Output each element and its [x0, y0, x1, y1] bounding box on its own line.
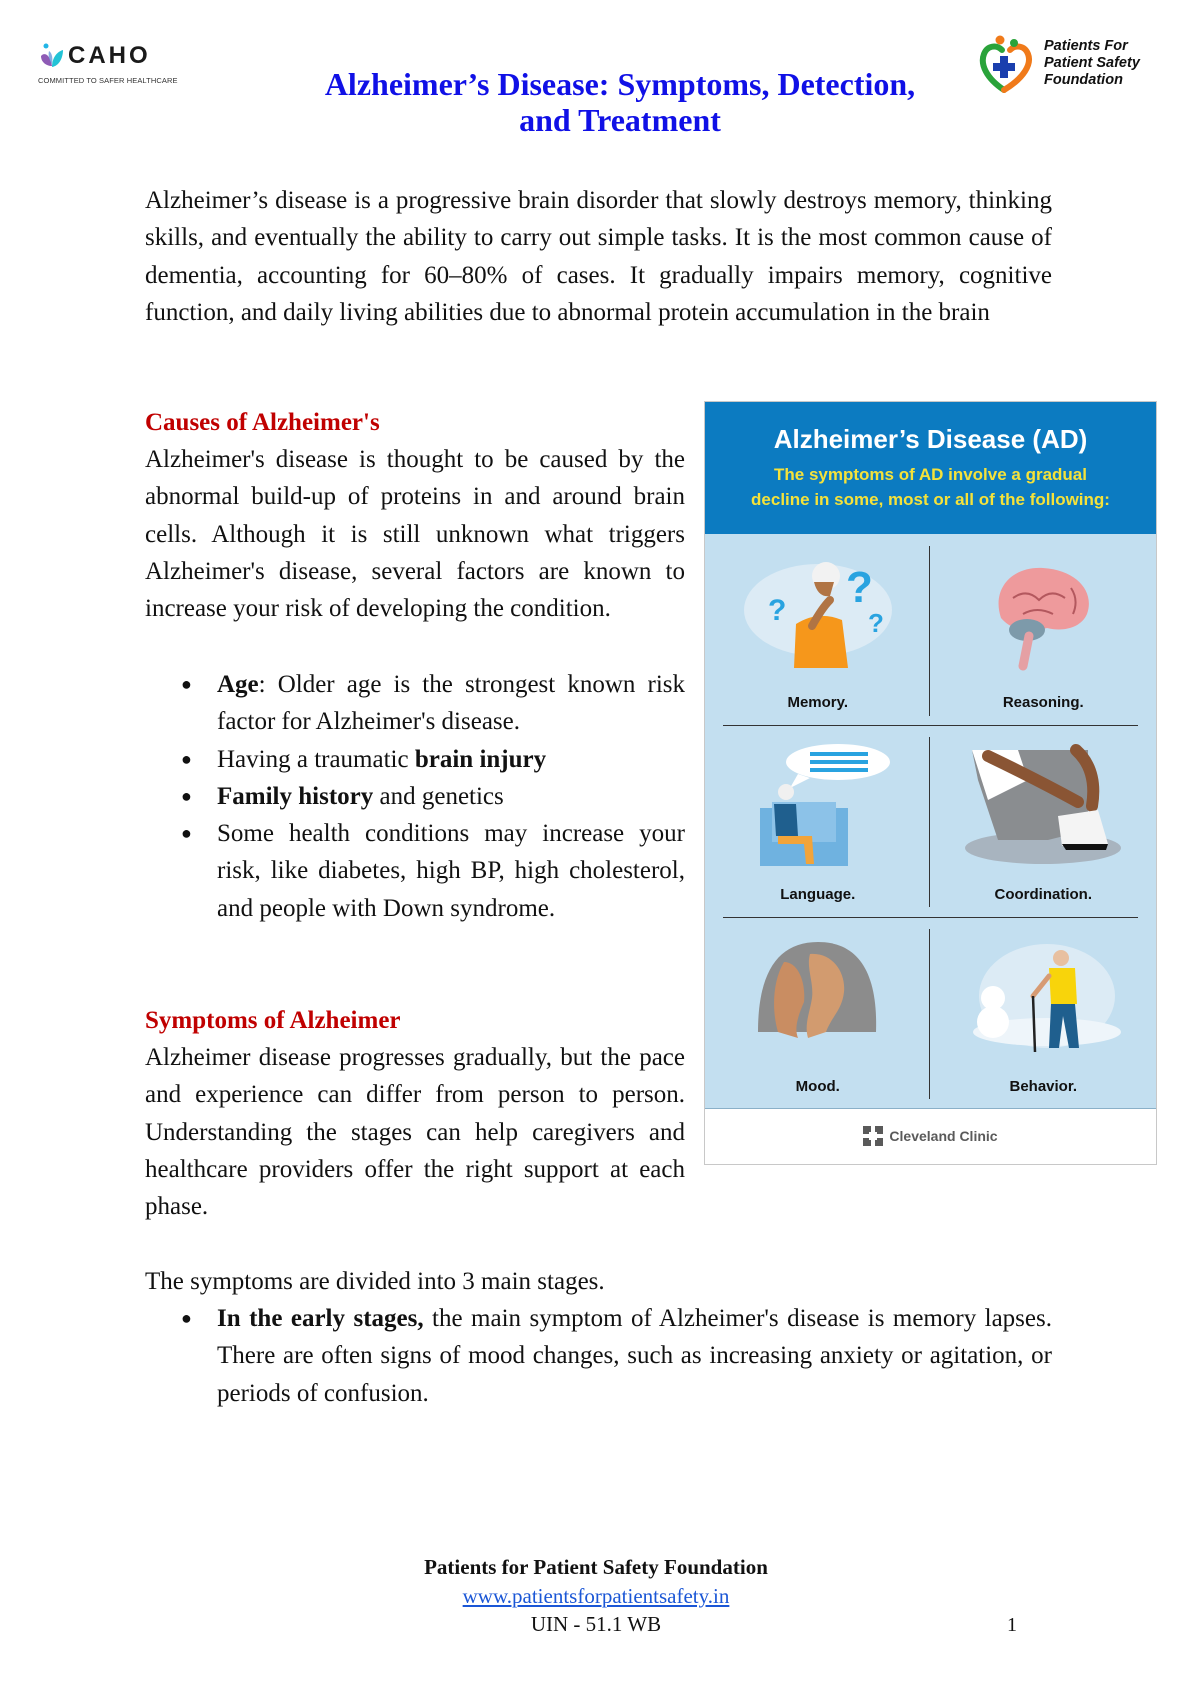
caho-wordmark: CAHO	[68, 42, 151, 69]
title-line-2: and Treatment	[519, 102, 721, 138]
thinking-person-icon	[738, 548, 898, 678]
infographic-subtitle: The symptoms of AD involve a gradual decline in some, most or all of the following:	[751, 465, 1110, 509]
two-faces-icon	[748, 932, 888, 1062]
speech-bubble-person-icon	[738, 740, 898, 870]
stages-list	[145, 1300, 1052, 1412]
caho-tagline: COMMITTED TO SAFER HEALTHCARE	[38, 76, 178, 85]
elderly-walking-cane-icon	[963, 932, 1123, 1062]
symptoms-paragraph: Alzheimer disease progresses gradually, but the pace and experience can differ from person to person. Understanding the stages can help caregivers and healthcare providers offer the right support at each phase.	[145, 1044, 685, 1221]
svg-text:?: ?	[767, 594, 787, 627]
symptom-label: Reasoning.	[1002, 694, 1084, 711]
ppsf-logo	[978, 30, 1178, 100]
title-line-1: Alzheimer’s Disease: Symptoms, Detection,	[324, 66, 916, 102]
footer-uin: UIN - 51.1 WB	[530, 1612, 662, 1636]
page-title	[250, 66, 990, 138]
footer-org: Patients for Patient Safety Foundation	[424, 1555, 768, 1579]
page-number: 1	[1007, 1614, 1017, 1636]
symptom-label: Behavior.	[1009, 1078, 1078, 1095]
ppsf-line-2: Patient Safety	[1044, 55, 1140, 71]
risk-factor-list	[145, 666, 685, 927]
ppsf-line-1: Patients For	[1044, 38, 1128, 54]
symptom-label: Memory.	[787, 694, 849, 711]
alzheimers-infographic	[704, 401, 1157, 1165]
ppsf-line-3: Foundation	[1044, 72, 1123, 88]
stages-intro: The symptoms are divided into 3 main stages.	[145, 1268, 605, 1295]
symptom-label: Coordination.	[994, 886, 1092, 903]
intro-paragraph: Alzheimer’s disease is a progressive brain disorder that slowly destroys memory, thinking skills, and eventually the ability to carry out simple tasks. It is the most common cause of dementia, accounting for 60–80% of cases. It gradually impairs memory, cognitive function, and daily living abilities due to abnormal protein accumulation in the brain	[145, 187, 1052, 326]
symptom-behavior	[931, 918, 1157, 1109]
cleveland-clinic-icon	[863, 1126, 883, 1146]
symptom-reasoning	[931, 534, 1157, 725]
symptom-language	[705, 726, 931, 917]
caho-leaf-icon	[38, 42, 66, 70]
infographic-title: Alzheimer’s Disease (AD)	[773, 424, 1088, 454]
caho-logo	[38, 40, 178, 90]
website-link[interactable]: www.patientsforpatientsafety.in	[462, 1584, 730, 1608]
symptom-memory	[705, 534, 931, 725]
causes-heading: Causes of Alzheimer's	[145, 409, 380, 436]
list-item: ● Family history and genetics	[145, 778, 685, 815]
list-item: ● Age: Older age is the strongest known risk factor for Alzheimer's disease.	[145, 666, 685, 741]
list-item: ● In the early stages, the main symptom of Alzheimer's disease is memory lapses. There are often signs of mood changes, such as increasing anxiety or agitation, or periods of confusion.	[145, 1300, 1052, 1412]
footer-url-link[interactable]	[0, 1584, 1192, 1609]
list-item: ● Having a traumatic brain injury	[145, 741, 685, 778]
svg-text:?: ?	[845, 563, 873, 612]
symptom-grid	[705, 534, 1156, 1109]
infographic-credit	[705, 1108, 1156, 1164]
ppsf-wordmark	[1044, 38, 1140, 89]
svg-text:?: ?	[867, 608, 884, 638]
infographic-header	[705, 402, 1156, 534]
symptom-label: Mood.	[795, 1078, 840, 1095]
tying-shoe-icon	[958, 740, 1128, 870]
symptom-label: Language.	[780, 886, 856, 903]
list-item: ● Some health conditions may increase your risk, like diabetes, high BP, high cholesterol, and people with Down syndrome.	[145, 815, 685, 927]
causes-paragraph: Alzheimer's disease is thought to be caused by the abnormal build-up of proteins in and around brain cells. Although it is still unknown what triggers Alzheimer's disease, several factors are known to increase your risk of developing the condition.	[145, 446, 685, 623]
symptom-mood	[705, 918, 931, 1109]
brain-icon	[983, 548, 1103, 678]
cleveland-clinic-logo	[863, 1126, 997, 1146]
symptom-coordination	[931, 726, 1157, 917]
symptoms-heading: Symptoms of Alzheimer	[145, 1007, 401, 1034]
credit-text: Cleveland Clinic	[889, 1128, 998, 1144]
